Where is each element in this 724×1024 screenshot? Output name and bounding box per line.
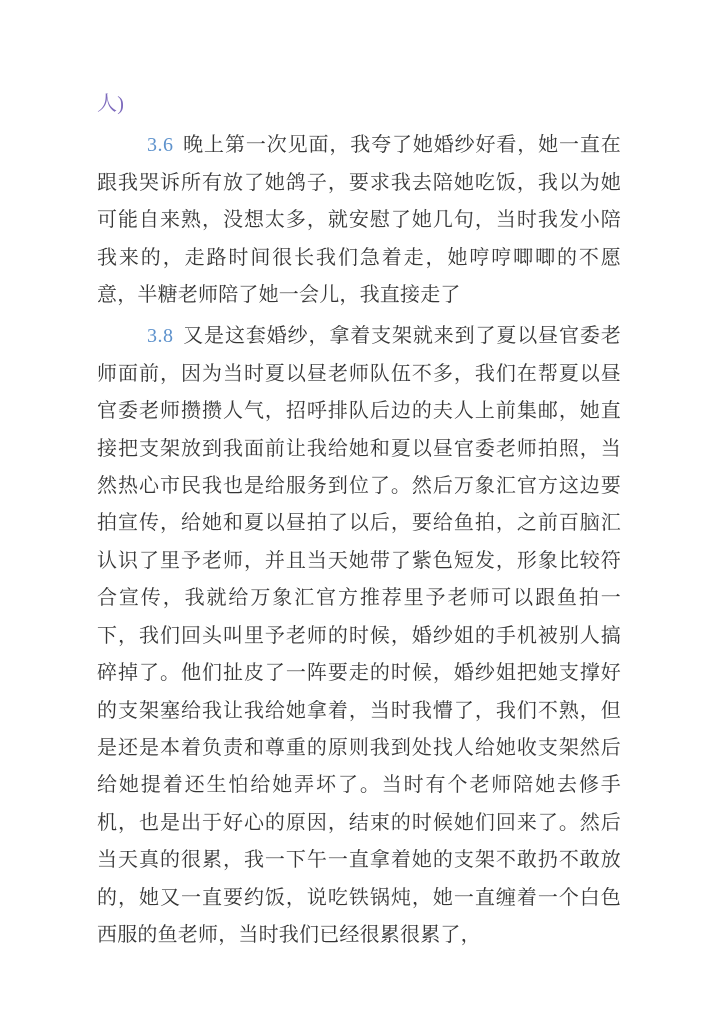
entry-number-3-6: 3.6 [147,134,174,157]
paragraph-entry-3-6 [97,127,621,314]
entry-text-3-6: 晚上第一次见面，我夸了她婚纱好看，她一直在跟我哭诉所有放了她鸽子，要求我去陪她吃饭，我以为她可能自来熟，没想太多，就安慰了她几句，当时我发小陪我来的，走路时间很长我们急着走，她哼哼唧唧的不愿意，半糖老师陪了她一会儿，我直接走了 [97,134,621,307]
leading-fragment-text: 人) [97,93,125,115]
text-block [97,86,621,954]
entry-number-3-8: 3.8 [147,325,174,348]
entry-text-3-8: 又是这套婚纱，拿着支架就来到了夏以昼官委老师面前，因为当时夏以昼老师队伍不多，我们在帮夏以昼官委老师攒攒人气，招呼排队后边的夫人上前集邮，她直接把支架放到我面前让我给她和夏以昼官委老师拍照，当然热心市民我也是给服务到位了。然后万象汇官方这边要拍宣传，给她和夏以昼拍了以后，要给鱼拍，之前百脑汇认识了里予老师，并且当天她带了紫色短发，形象比较符合宣传，我就给万象汇官方推荐里予老师可以跟鱼拍一下，我们回头叫里予老师的时候，婚纱姐的手机被别人搞碎掉了。他们扯皮了一阵要走的时候，婚纱姐把她支撑好的支架塞给我让我给她拿着，当时我懵了，我们不熟，但是还是本着负责和尊重的原则我到处找人给她收支架然后给她提着还生怕给她弄坏了。当时有个老师陪她去修手机，也是出于好心的原因，结束的时候她们回来了。然后当天真的很累，我一下午一直拿着她的支架不敢扔不敢放的，她又一直要约饭，说吃铁锅炖，她一直缠着一个白色西服的鱼老师，当时我们已经很累很累了， [97,325,621,946]
paragraph-entry-3-8 [97,318,621,954]
